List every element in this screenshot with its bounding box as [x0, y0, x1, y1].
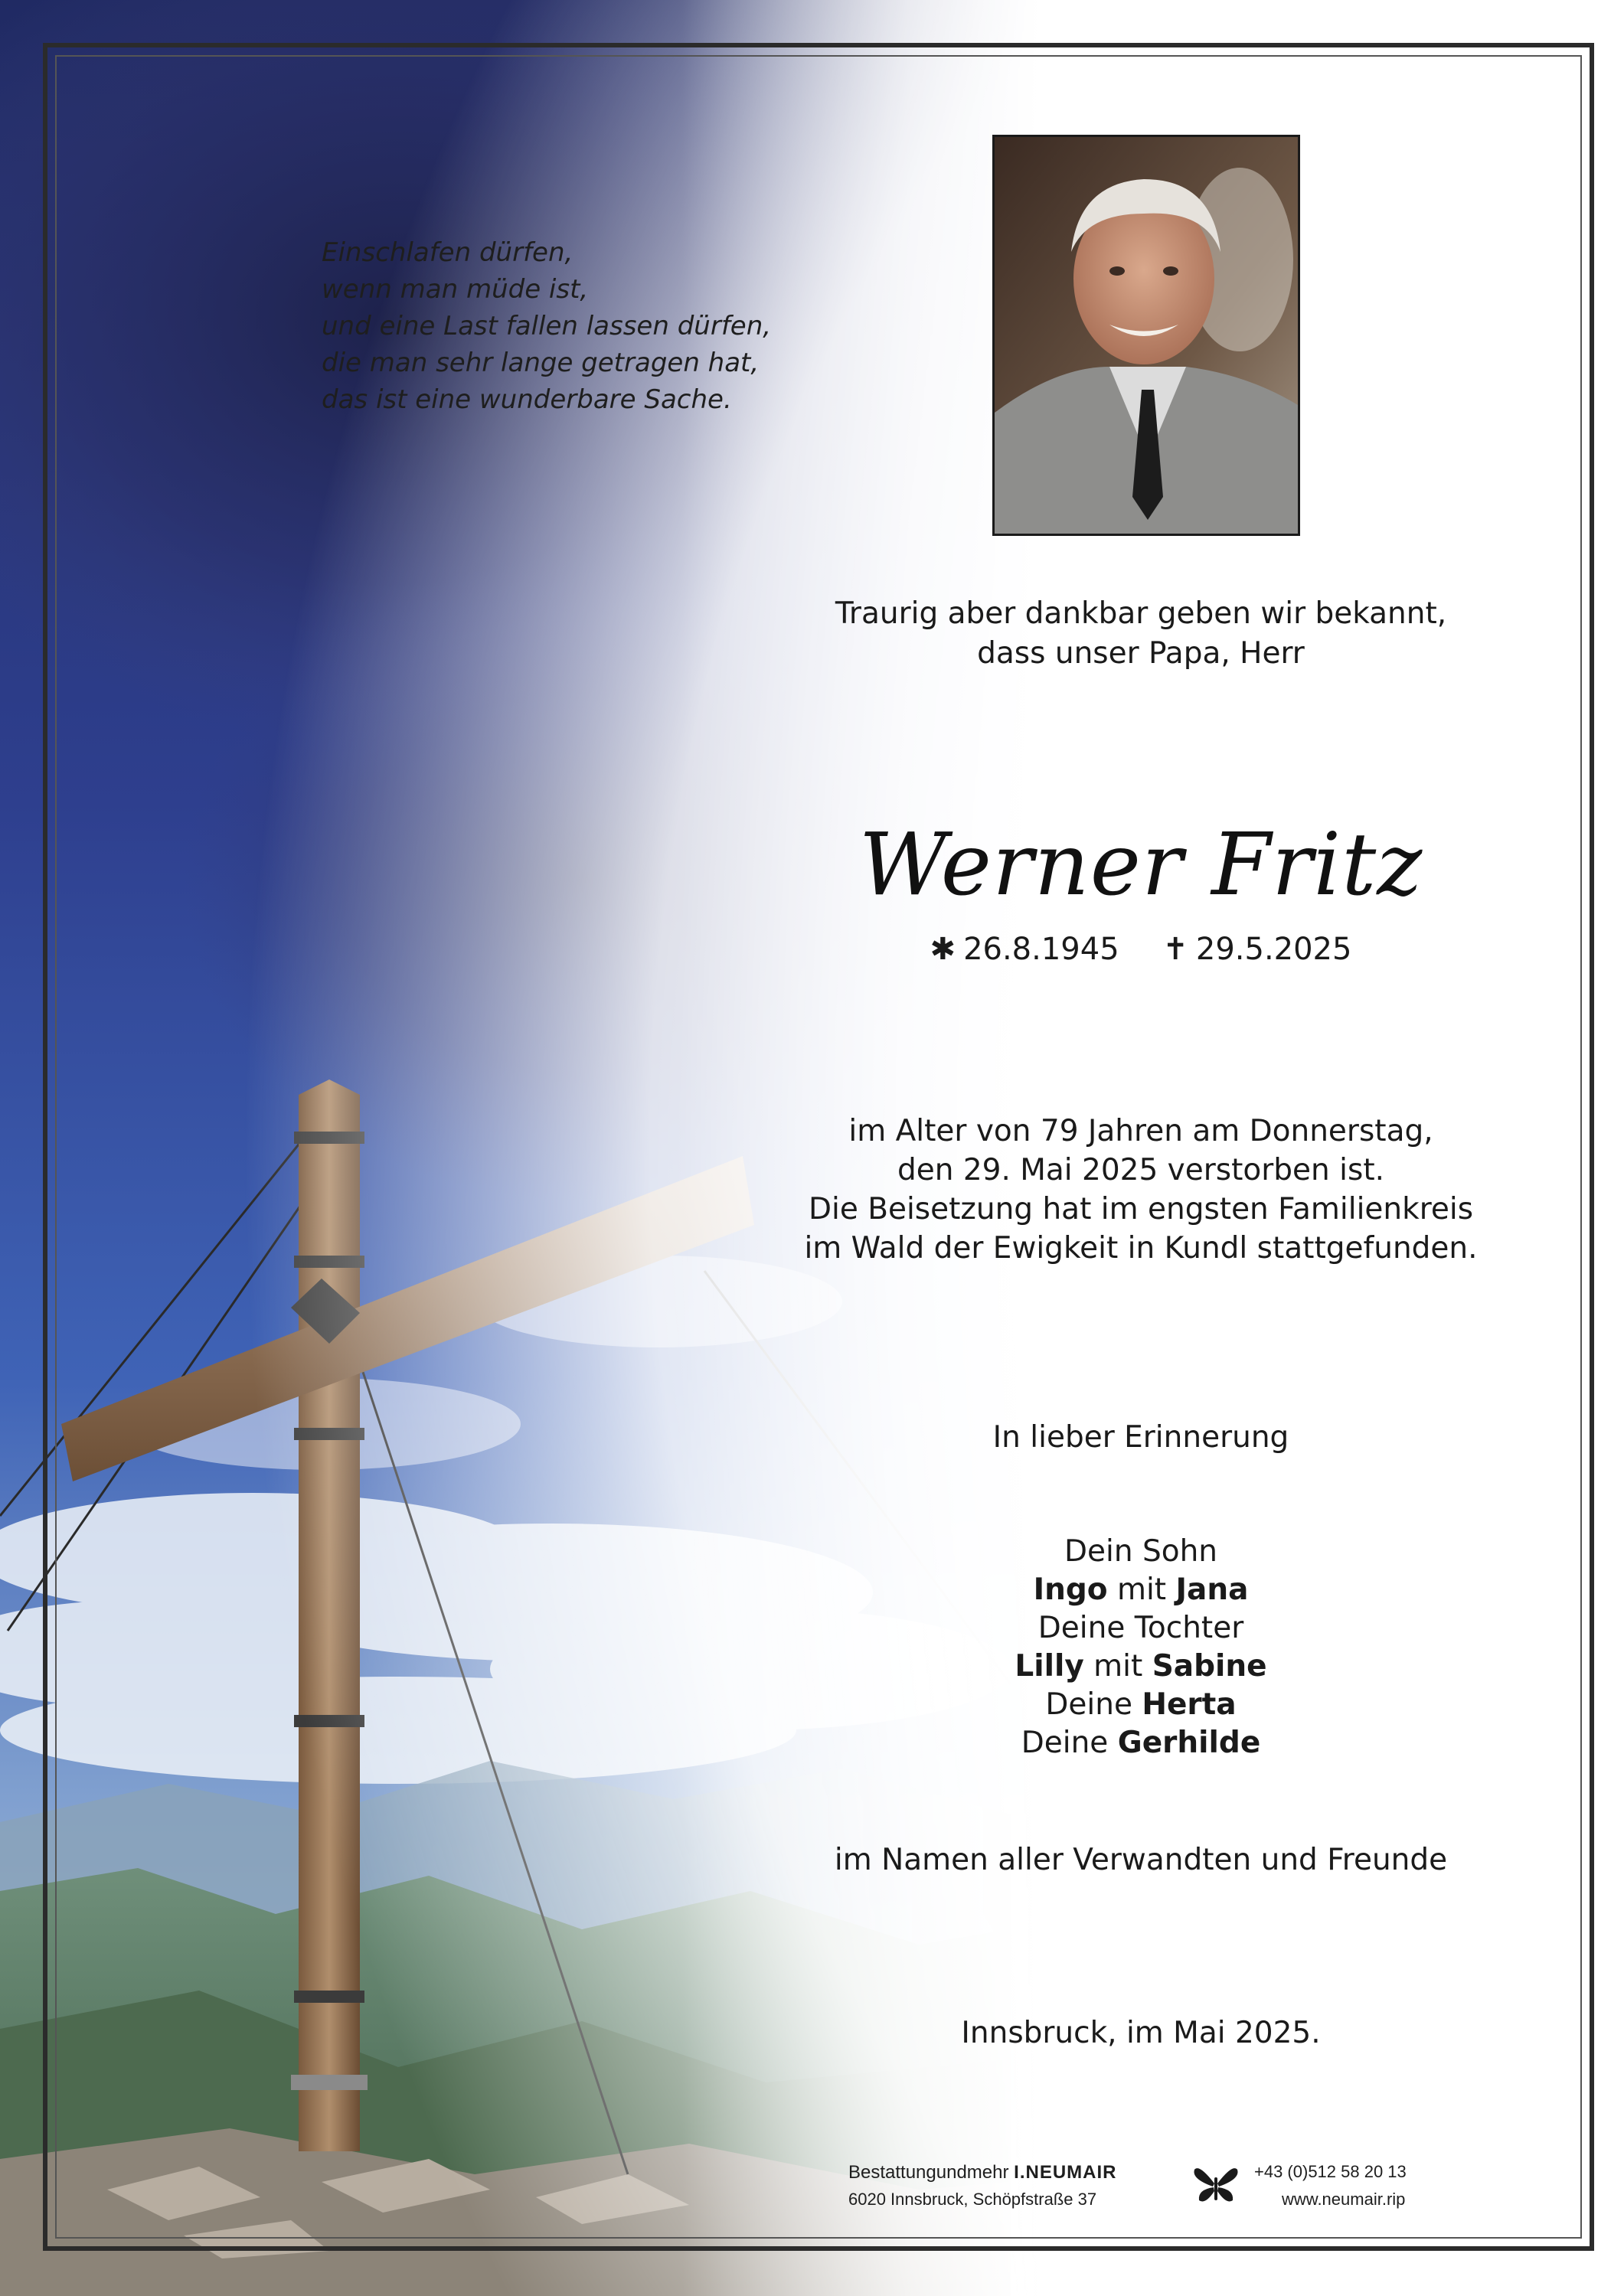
announcement-text [773, 1112, 1508, 1268]
poem-line: und eine Last fallen lassen dürfen, [322, 311, 772, 341]
son-label: Dein Sohn [1064, 1534, 1218, 1569]
birth-date-value: 26.8.1945 [963, 932, 1119, 967]
gerhilde-prefix: Deine [1021, 1726, 1109, 1760]
birth-star-icon: ✱ [930, 932, 956, 967]
deceased-portrait [992, 135, 1300, 536]
daughter-name: Lilly [1015, 1649, 1084, 1684]
announcement-line: den 29. Mai 2025 verstorben ist. [897, 1153, 1385, 1187]
death-cross-icon: ✝ [1162, 932, 1188, 967]
portrait-illustration [995, 137, 1298, 534]
poem-line: die man sehr lange getragen hat, [322, 348, 760, 378]
announcement-line: im Wald der Ewigkeit in Kundl stattgefunden. [804, 1231, 1478, 1266]
funeral-home-address: 6020 Innsbruck, Schöpfstraße 37 [848, 2190, 1097, 2209]
gerhilde-name: Gerhilde [1117, 1726, 1261, 1760]
birth-date [930, 928, 1119, 971]
brand-name: I.NEUMAIR [1014, 2162, 1117, 2183]
butterfly-icon [1191, 2162, 1240, 2209]
poem-line: das ist eine wunderbare Sache. [322, 384, 732, 415]
daughter-partner-name: Sabine [1152, 1649, 1267, 1684]
poem [322, 234, 771, 418]
herta-entry [773, 1686, 1508, 1724]
son-name: Ingo [1033, 1573, 1108, 1607]
poem-line: wenn man müde ist, [322, 274, 589, 305]
son-entry [773, 1571, 1508, 1609]
daughter-label: Deine Tochter [1037, 1611, 1244, 1645]
intro-text [773, 594, 1508, 674]
herta-name: Herta [1142, 1687, 1237, 1722]
daughter-entry [773, 1648, 1508, 1686]
son-conjunction: mit [1116, 1573, 1167, 1607]
memory-label: In lieber Erinnerung [992, 1420, 1289, 1455]
herta-prefix: Deine [1045, 1687, 1132, 1722]
place-date: Innsbruck, im Mai 2025. [961, 2016, 1321, 2050]
daughter-conjunction: mit [1093, 1649, 1143, 1684]
announcement-line: im Alter von 79 Jahren am Donnerstag, [848, 1114, 1433, 1148]
son-partner-name: Jana [1175, 1573, 1249, 1607]
website-link[interactable]: www.neumair.rip [1282, 2190, 1406, 2209]
life-dates [773, 928, 1508, 971]
deceased-name: Werner Fritz [858, 815, 1423, 915]
intro-line: dass unser Papa, Herr [977, 636, 1305, 671]
family-list [773, 1533, 1508, 1762]
phone-number: +43 (0)512 58 20 13 [1254, 2162, 1407, 2181]
brand-prefix: Bestattungundmehr [848, 2162, 1009, 2183]
announcement-line: Die Beisetzung hat im engsten Familienkreis [808, 1192, 1474, 1226]
poem-line: Einschlafen dürfen, [322, 237, 573, 268]
death-date [1162, 928, 1351, 971]
death-date-value: 29.5.2025 [1195, 932, 1352, 967]
relatives-line: im Namen aller Verwandten und Freunde [834, 1843, 1448, 1877]
intro-line: Traurig aber dankbar geben wir bekannt, [835, 596, 1447, 631]
funeral-home-brand [848, 2162, 1117, 2183]
gerhilde-entry [773, 1724, 1508, 1762]
